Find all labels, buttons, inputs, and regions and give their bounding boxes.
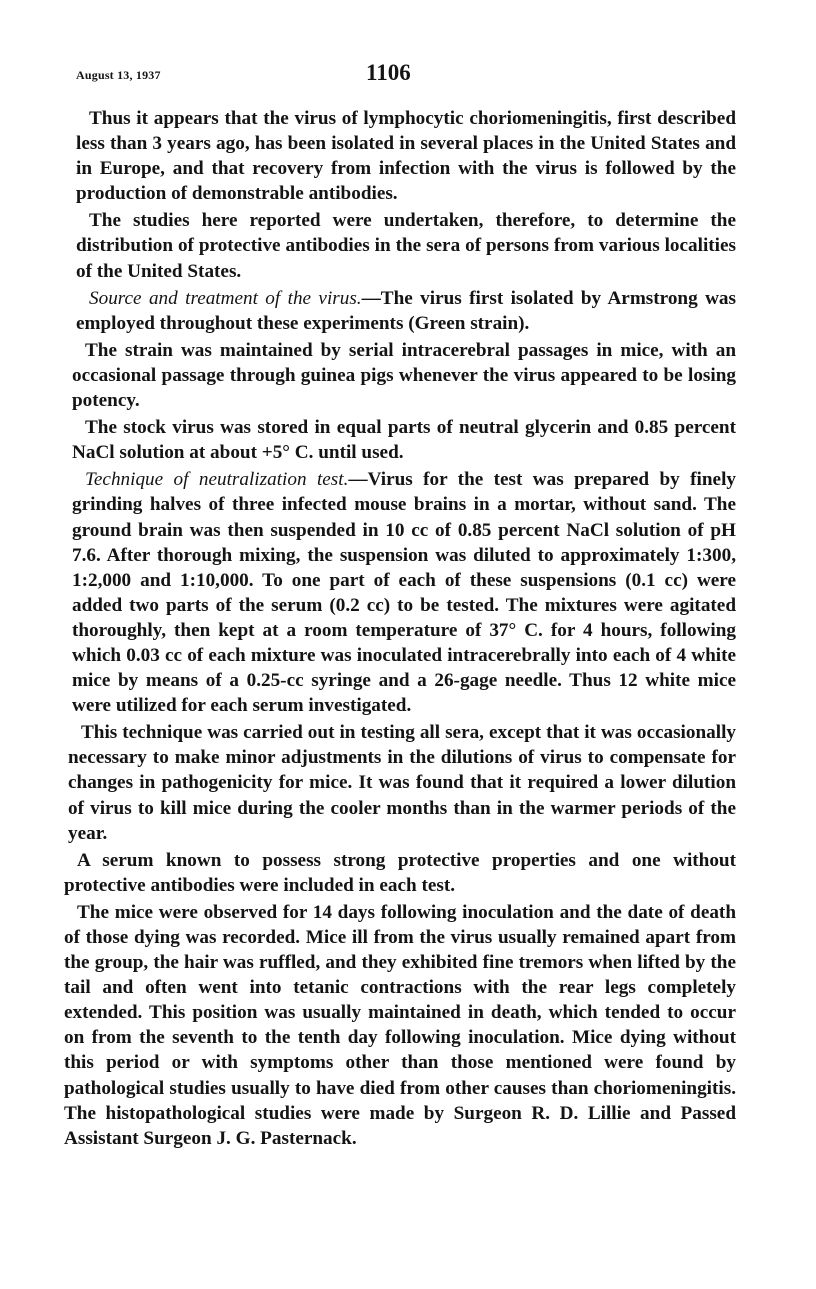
paragraph-virus-source — [76, 286, 736, 336]
paragraph-stock-storage — [72, 415, 736, 465]
paragraph-controls — [64, 848, 736, 898]
paragraph-summary — [76, 106, 736, 206]
paragraph-technique — [72, 467, 736, 718]
section-heading: Source and treatment of the virus. — [89, 287, 362, 309]
paragraph-strain-maintenance — [72, 338, 736, 413]
paragraph-observation — [64, 900, 736, 1151]
paragraph-text: A serum known to possess strong protective properties and one without protective antibodies were included in each test. — [64, 849, 736, 896]
paragraph-adjustments — [68, 720, 736, 845]
paragraph-text: Thus it appears that the virus of lymphocytic choriomeningitis, first described less than 3 years ago, has been isolated in several places in the United States and in Europe, and that recovery from infection with the virus is followed by the production of demonstrable antibodies. — [76, 108, 736, 205]
article-body — [64, 106, 736, 1153]
page-number: 1106 — [366, 60, 411, 85]
paragraph-purpose — [76, 208, 736, 283]
paragraph-text: —The virus first isolated by Armstrong was employed throughout these experiments (Green strain). — [76, 287, 736, 334]
paragraph-text: —Virus for the test was prepared by finely grinding halves of three infected mouse brains in a mortar, without sand. The ground brain was then suspended in 10 cc of 0.85 percent NaCl solution of pH 7.6. After thorough mixing, the suspension was diluted to approximately 1:300, 1:2,000 and 1:10,000. To one part of each of these suspensions (0.1 cc) were added two parts of the serum (0.2 cc) to be tested. The mixtures were agitated thoroughly, then kept at a room temperature of 37° C. for 4 hours, following which 0.03 cc of each mixture was inoculated intracerebrally into each of 4 white mice by means of a 0.25-cc syringe and a 26-gage needle. Thus 12 white mice were utilized for each serum investigated. — [72, 469, 736, 717]
paragraph-text: This technique was carried out in testing all sera, except that it was occasionally necessary to make minor adjustments in the dilutions of virus to compensate for changes in pathogenicity for mice. It was found that it required a lower dilution of virus to kill mice during the cooler months than in the warmer periods of the year. — [68, 722, 736, 844]
publication-date: August 13, 1937 — [76, 68, 161, 82]
paragraph-text: The studies here reported were undertaken, therefore, to determine the distribution of protective antibodies in the sera of persons from various localities of the United States. — [76, 210, 736, 282]
paragraph-text: The mice were observed for 14 days following inoculation and the date of death of those dying was recorded. Mice ill from the virus usually remained apart from the group, the hair was ruffled, and they exhibited fine tremors when lifted by the tail and often went into tetanic contractions with the rear legs completely extended. This position was usually maintained in death, which tended to occur on from the seventh to the tenth day following inoculation. Mice dying without this period or with symptoms other than those mentioned were found by pathological studies usually to have died from other causes than choriomeningitis. The histopathological studies were made by Surgeon R. D. Lillie and Passed Assistant Surgeon J. G. Pasternack. — [64, 901, 736, 1149]
paragraph-text: The strain was maintained by serial intracerebral passages in mice, with an occasional passage through guinea pigs whenever the virus appeared to be losing potency. — [72, 339, 736, 412]
running-header — [76, 60, 736, 90]
paragraph-text: The stock virus was stored in equal parts of neutral glycerin and 0.85 percent NaCl solution at about +5° C. until used. — [72, 417, 736, 464]
section-heading: Technique of neutralization test. — [85, 469, 349, 491]
